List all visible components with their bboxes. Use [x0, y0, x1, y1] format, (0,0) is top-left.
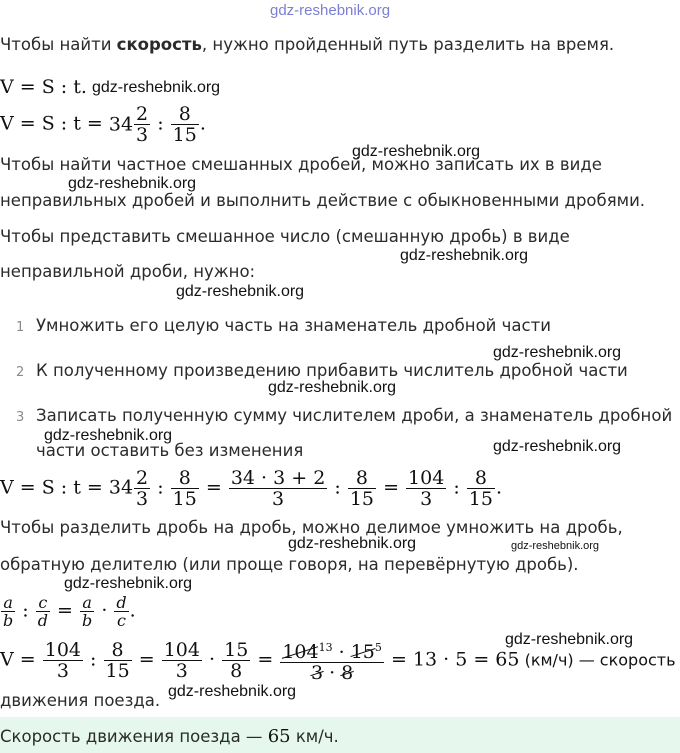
watermark: gdz-reshebnik.org: [352, 143, 481, 160]
fraction-division-text-2: обратную делителю (или проще говоря, на перевёрнутую дробь).: [0, 555, 579, 574]
improper-fraction-text-2: неправильной дроби, нужно:: [0, 262, 256, 281]
watermark: gdz-reshebnik.org: [493, 344, 622, 361]
watermark: gdz-reshebnik.org: [505, 631, 634, 648]
formula-rule: $\frac{a}{b}$ : $\frac{c}{d}$ = $\frac{a}{b}$ · $\frac{d}{c}$ .: [3, 593, 136, 630]
watermark: gdz-reshebnik.org: [493, 438, 622, 455]
answer-text: Скорость движения поезда — 65 км/ч.: [0, 726, 339, 747]
formula-final: V = $\frac{104}{3}$ : $\frac{8}{15}$ = $\frac{104}{3}$ · $\frac{15}{8}$ = $\frac{104^{13} \cdot 15^5}{3 \cdot 8}$ = 13 · 5 = 65 (км/ч) — скорость: [0, 639, 676, 685]
watermark-small: gdz-reshebnik.org: [511, 540, 600, 552]
step-number: 2: [16, 365, 25, 380]
step-text: Записать полученную сумму числителем дроби, а знаменатель дробной: [36, 406, 673, 425]
mixed-division-text-1: Чтобы найти частное смешанных дробей, можно записать их в виде: [0, 155, 602, 174]
step-text: К полученному произведению прибавить числитель дробной части: [36, 361, 628, 380]
result-continuation: движения поезда.: [0, 691, 161, 710]
step-text: Умножить его целую часть на знаменатель дробной части: [36, 316, 551, 335]
mixed-division-text-2: неправильных дробей и выполнить действие с обыкновенными дробями.: [0, 191, 646, 210]
watermark: gdz-reshebnik.org: [176, 283, 305, 300]
step-text-continued: части оставить без изменения: [36, 441, 304, 460]
improper-fraction-text-1: Чтобы представить смешанное число (смешанную дробь) в виде: [0, 227, 570, 246]
watermark: gdz-reshebnik.org: [44, 427, 173, 444]
bold-term: скорость: [116, 35, 202, 54]
watermark: gdz-reshebnik.org: [64, 575, 193, 592]
formula-conversion: V = S : t = 34 $\frac{2}{3}$ : $\frac{8}{15}$ = $\frac{34 \cdot 3 + 2}{3}$ : $\frac{8}{15}$ = $\frac{104}{3}$ : $\frac{8}{15}$ .: [0, 467, 503, 510]
step-number: 3: [16, 410, 25, 425]
formula-speed-values: V = S : t = 34 $\frac{2}{3}$ : $\frac{8}{15}$ .: [0, 103, 206, 146]
watermark: gdz-reshebnik.org: [268, 379, 397, 396]
watermark: gdz-reshebnik.org: [400, 247, 529, 264]
watermark-top: gdz-reshebnik.org: [270, 2, 391, 19]
watermark: gdz-reshebnik.org: [288, 535, 417, 552]
watermark: gdz-reshebnik.org: [92, 79, 221, 96]
intro-paragraph: Чтобы найти скорость, нужно пройденный путь разделить на время.: [0, 35, 615, 54]
watermark: gdz-reshebnik.org: [168, 683, 297, 700]
watermark: gdz-reshebnik.org: [68, 175, 197, 192]
fraction-division-text-1: Чтобы разделить дробь на дробь, можно делимое умножить на дробь,: [0, 518, 623, 537]
formula-speed: V = S : t.: [0, 76, 87, 98]
step-number: 1: [16, 320, 25, 335]
answer-box: [0, 717, 680, 753]
